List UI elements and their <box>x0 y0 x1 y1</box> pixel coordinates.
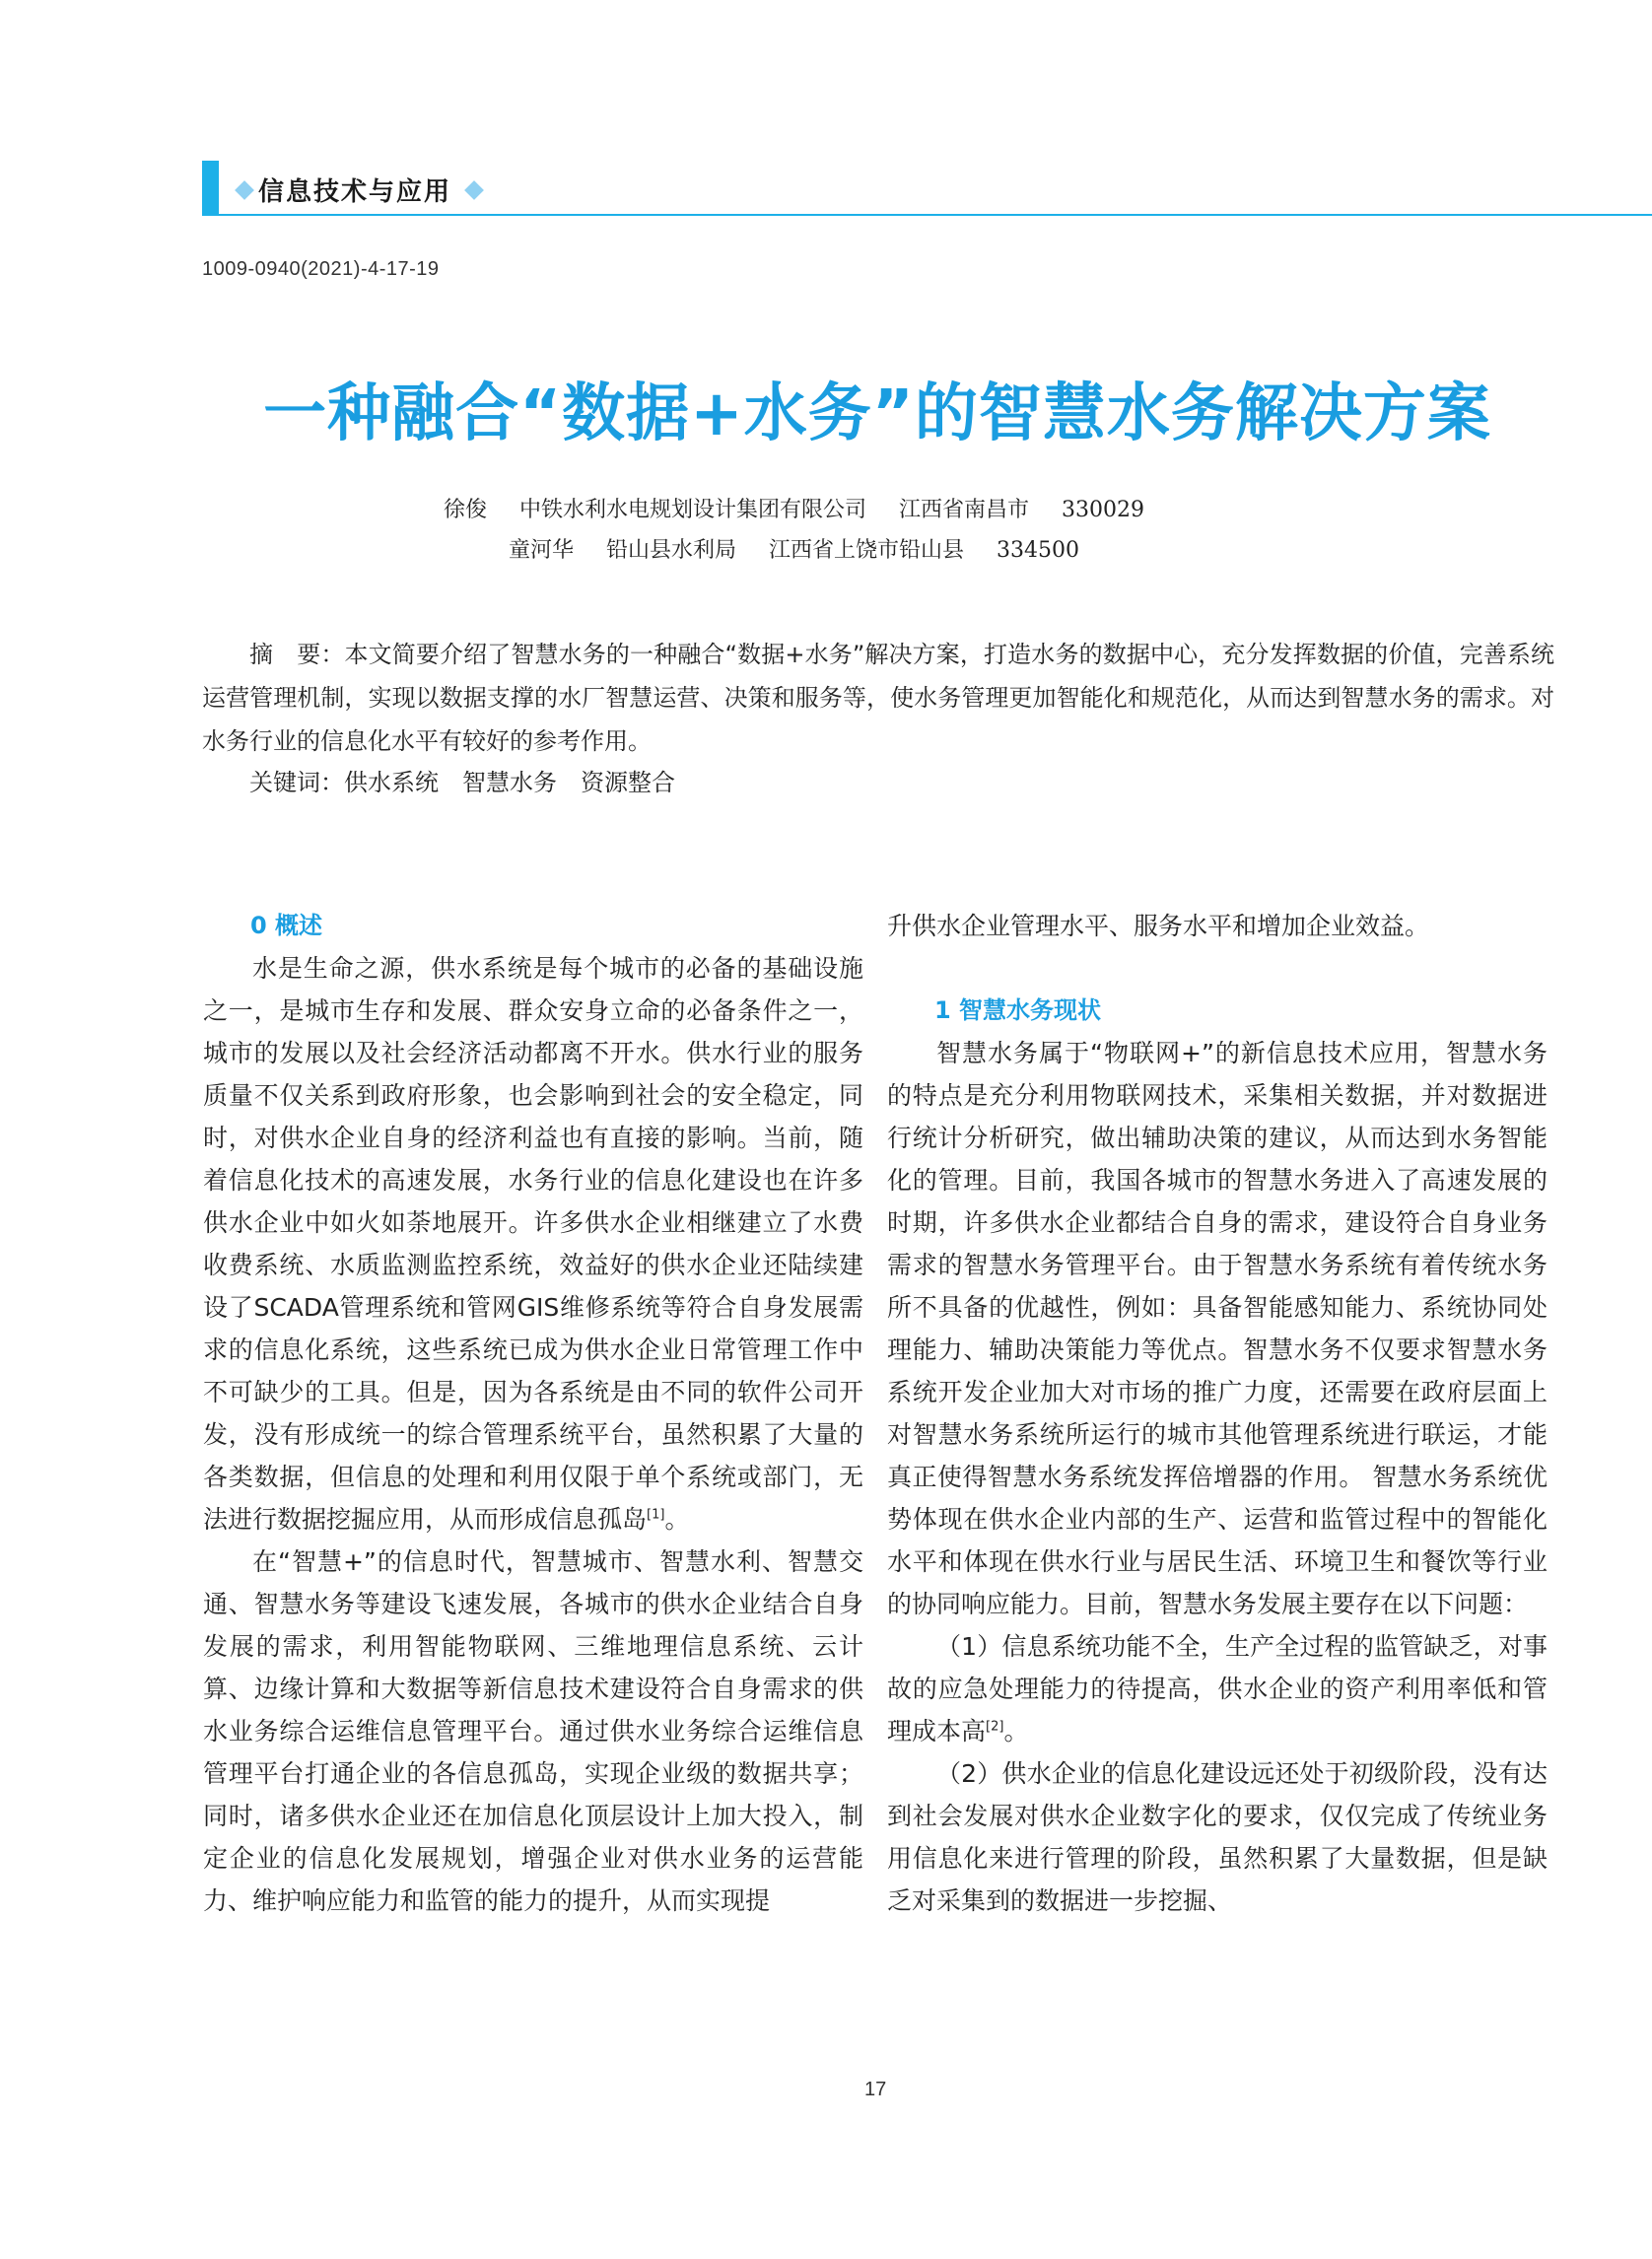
author-location: 江西省上饶市铅山县 <box>769 538 965 563</box>
author-postcode: 334500 <box>997 538 1080 563</box>
citation-ref: [2] <box>986 1719 1004 1735</box>
citation-ref: [1] <box>647 1507 665 1523</box>
paragraph-continuation: 升供水企业管理水平、服务水平和增加企业效益。 <box>887 912 1430 940</box>
keyword: 供水系统 <box>344 769 439 796</box>
paragraph-text: 水是生命之源，供水系统是每个城市的必备的基础设施之一，是城市生存和发展、群众安身立命的必备条件之一，城市的发展以及社会经济活动都离不开水。供水行业的服务质量不仅关系到政府形象，也会影响到社会的安全稳定，同时，对供水企业自身的经济利益也有直接的影响。当前，随着信息化技术的高速发展，水务行业的信息化建设也在许多供水企业中如火如荼地展开。许多供水企业相继建立了水费收费系统、水质监测监控系统，效益好的供水企业还陆续建设了SCADA管理系统和管网GIS维修系统等符合自身发展需求的信息化系统，这些系统已成为供水企业日常管理工作中不可缺少的工具。但是，因为各系统是由不同的软件公司开发，没有形成统一的综合管理系统平台，虽然积累了大量的各类数据，但信息的处理和利用仅限于单个系统或部门，无法进行数据挖掘应用，从而形成信息孤岛 <box>203 954 863 1534</box>
page-number: 17 <box>864 2079 887 2100</box>
paragraph: 在“智慧+”的信息时代，智慧城市、智慧水利、智慧交通、智慧水务等建设飞速发展，各城市的供水企业结合自身发展的需求，利用智能物联网、三维地理信息系统、云计算、边缘计算和大数据等新信息技术建设符合自身需求的供水业务综合运维信息管理平台。通过供水业务综合运维信息管理平台打通企业的各信息孤岛，实现企业级的数据共享；同时，诸多供水企业还在加信息化顶层设计上加大投入，制定企业的信息化发展规划，增强企业对供水业务的运营能力、维护响应能力和监管的能力的提升，从而实现提 <box>203 1547 863 1915</box>
paragraph <box>203 947 863 1540</box>
paragraph: 智慧水务属于“物联网+”的新信息技术应用，智慧水务的特点是充分利用物联网技术，采集相关数据，并对数据进行统计分析研究，做出辅助决策的建议，从而达到水务智能化的管理。目前，我国各城市的智慧水务进入了高速发展的时期，许多供水企业都结合自身的需求，建设符合自身业务需求的智慧水务管理平台。由于智慧水务系统有着传统水务所不具备的优越性，例如：具备智能感知能力、系统协同处理能力、辅助决策能力等优点。智慧水务不仅要求智慧水务系统开发企业加大对市场的推广力度，还需要在政府层面上对智慧水务系统所运行的城市其他管理系统进行联运，才能真正使得智慧水务系统发挥倍增器的作用。 智慧水务系统优势体现在供水企业内部的生产、运营和监管过程中的智能化水平和体现在供水行业与居民生活、环境卫生和餐饮等行业的协同响应能力。目前，智慧水务发展主要存在以下问题： <box>887 1039 1548 1618</box>
author-affiliation: 铅山县水利局 <box>606 538 737 563</box>
keyword: 智慧水务 <box>462 769 557 796</box>
column-header-accent-bar <box>202 161 219 216</box>
author-affiliation: 中铁水利水电规划设计集团有限公司 <box>519 498 867 522</box>
column-label: 信息技术与应用 <box>258 177 452 207</box>
list-item <box>887 1625 1548 1752</box>
right-column <box>887 905 1548 1922</box>
paragraph-text: 。 <box>664 1505 690 1534</box>
keywords-label: 关键词： <box>249 769 344 796</box>
keywords <box>249 763 699 797</box>
author-line <box>509 533 1105 564</box>
paragraph-text: 。 <box>1003 1717 1029 1746</box>
author-location: 江西省南昌市 <box>899 498 1030 522</box>
author-name: 童河华 <box>509 538 575 563</box>
section-heading: 0 概述 <box>250 912 323 939</box>
list-item: （2）供水企业的信息化建设远还处于初级阶段，没有达到社会发展对供水企业数字化的要求，仅仅完成了传统业务用信息化来进行管理的阶段，虽然积累了大量数据，但是缺乏对采集到的数据进一步挖掘、 <box>887 1759 1548 1915</box>
author-postcode: 330029 <box>1062 498 1145 522</box>
article-title: 一种融合“数据+水务”的智慧水务解决方案 <box>263 377 1491 450</box>
abstract: 摘 要：本文简要介绍了智慧水务的一种融合“数据+水务”解决方案，打造水务的数据中心，充分发挥数据的价值，完善系统运营管理机制，实现以数据支撑的水厂智慧运营、决策和服务等，使水务管理更加智能化和规范化，从而达到智慧水务的需求。对水务行业的信息化水平有较好的参考作用。 <box>202 641 1554 755</box>
left-column <box>203 905 863 1922</box>
keyword: 资源整合 <box>581 769 675 796</box>
paragraph-text: （1）信息系统功能不全，生产全过程的监管缺乏，对事故的应急处理能力的待提高，供水企业的资产利用率低和管理成本高 <box>887 1632 1548 1746</box>
document-code: 1009-0940(2021)-4-17-19 <box>202 258 440 280</box>
section-heading: 1 智慧水务现状 <box>934 996 1102 1024</box>
author-name: 徐俊 <box>444 498 488 522</box>
author-line <box>444 493 1170 523</box>
